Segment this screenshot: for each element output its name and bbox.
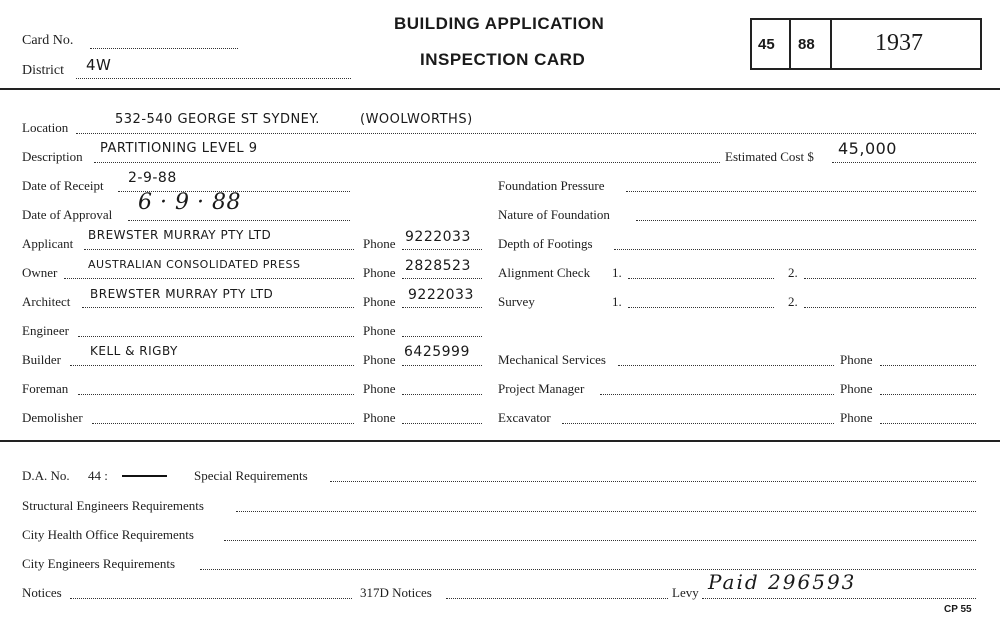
survey-num2: 2.: [788, 294, 798, 309]
survey-num1: 1.: [612, 294, 622, 309]
header-divider: [0, 88, 1000, 90]
survey-1-line[interactable]: [628, 307, 774, 308]
owner-label: Owner: [22, 265, 58, 280]
structural-requirements-line[interactable]: [236, 511, 976, 512]
card-box-year-code: 45: [758, 36, 775, 53]
form-code: CP 55: [944, 604, 972, 615]
survey-label: Survey: [498, 294, 535, 309]
foundation-pressure-line[interactable]: [626, 191, 976, 192]
date-approval-label: Date of Approval: [22, 207, 113, 222]
project-manager-label: Project Manager: [498, 381, 585, 396]
applicant-line[interactable]: [84, 249, 354, 250]
builder-phone-label: Phone: [363, 352, 396, 367]
mechanical-line[interactable]: [618, 365, 834, 366]
applicant-label: Applicant: [22, 236, 74, 251]
levy-value: Paid 296593: [708, 570, 857, 594]
da-no-value: 44 :: [88, 468, 108, 483]
city-engineers-requirements-line[interactable]: [200, 569, 976, 570]
card-no-label: Card No.: [22, 33, 74, 48]
card-box-year: 88: [798, 36, 815, 53]
applicant-value: BREWSTER MURRAY PTY LTD: [88, 228, 272, 242]
excavator-phone-line[interactable]: [880, 423, 976, 424]
owner-phone-label: Phone: [363, 265, 396, 280]
levy-label: Levy: [672, 585, 699, 600]
demolisher-label: Demolisher: [22, 410, 83, 425]
date-receipt-label: Date of Receipt: [22, 178, 104, 193]
foreman-line[interactable]: [78, 394, 354, 395]
excavator-line[interactable]: [562, 423, 834, 424]
nature-foundation-line[interactable]: [636, 220, 976, 221]
location-label: Location: [22, 120, 69, 135]
alignment-check-label: Alignment Check: [498, 265, 591, 280]
engineer-phone-line[interactable]: [402, 336, 482, 337]
city-health-requirements-line[interactable]: [224, 540, 976, 541]
depth-footings-line[interactable]: [614, 249, 976, 250]
mechanical-phone-label: Phone: [840, 352, 873, 367]
date-approval-line[interactable]: [128, 220, 350, 221]
project-manager-line[interactable]: [600, 394, 834, 395]
location-extra: (WOOLWORTHS): [360, 112, 473, 127]
estimated-cost-value: 45,000: [838, 139, 897, 158]
structural-requirements-label: Structural Engineers Requirements: [22, 498, 204, 513]
alignment-check-num1: 1.: [612, 265, 622, 280]
alignment-check-2-line[interactable]: [804, 278, 976, 279]
builder-label: Builder: [22, 352, 61, 367]
description-value: PARTITIONING LEVEL 9: [100, 141, 258, 156]
estimated-cost-line[interactable]: [832, 162, 976, 163]
architect-phone-value: 9222033: [408, 287, 474, 303]
engineer-phone-label: Phone: [363, 323, 396, 338]
applicant-phone-value: 9222033: [405, 229, 471, 245]
foundation-pressure-label: Foundation Pressure: [498, 178, 605, 193]
applicant-phone-line[interactable]: [402, 249, 482, 250]
date-approval-value: 6 · 9 · 88: [138, 190, 241, 215]
architect-phone-line[interactable]: [402, 307, 482, 308]
district-value: 4W: [86, 56, 112, 74]
alignment-check-1-line[interactable]: [628, 278, 774, 279]
alignment-check-num2: 2.: [788, 265, 798, 280]
card-number-box: [750, 18, 982, 70]
project-manager-phone-line[interactable]: [880, 394, 976, 395]
builder-phone-value: 6425999: [404, 344, 470, 360]
levy-line[interactable]: [702, 598, 976, 599]
date-receipt-value: 2-9-88: [128, 170, 177, 186]
foreman-phone-line[interactable]: [402, 394, 482, 395]
owner-value: AUSTRALIAN CONSOLIDATED PRESS: [88, 258, 301, 271]
notices-label: Notices: [22, 585, 62, 600]
section-divider: [0, 440, 1000, 442]
description-line[interactable]: [94, 162, 720, 163]
special-requirements-label: Special Requirements: [194, 468, 308, 483]
district-line[interactable]: [76, 78, 351, 79]
architect-value: BREWSTER MURRAY PTY LTD: [90, 287, 274, 301]
notices-line[interactable]: [70, 598, 352, 599]
estimated-cost-label: Estimated Cost $: [725, 149, 814, 164]
city-engineers-requirements-label: City Engineers Requirements: [22, 556, 176, 571]
da-no-dash: [122, 475, 167, 477]
notices-317d-line[interactable]: [446, 598, 668, 599]
location-value: 532-540 GEORGE ST SYDNEY.: [115, 112, 320, 127]
architect-label: Architect: [22, 294, 71, 309]
builder-value: KELL & RIGBY: [90, 344, 178, 358]
excavator-label: Excavator: [498, 410, 551, 425]
demolisher-phone-line[interactable]: [402, 423, 482, 424]
special-requirements-line[interactable]: [330, 481, 976, 482]
location-line[interactable]: [76, 133, 976, 134]
card-no-line[interactable]: [90, 48, 238, 49]
depth-footings-label: Depth of Footings: [498, 236, 593, 251]
engineer-label: Engineer: [22, 323, 69, 338]
demolisher-phone-label: Phone: [363, 410, 396, 425]
form-title-line1: BUILDING APPLICATION: [394, 14, 605, 33]
applicant-phone-label: Phone: [363, 236, 396, 251]
description-label: Description: [22, 149, 83, 164]
survey-2-line[interactable]: [804, 307, 976, 308]
mechanical-label: Mechanical Services: [498, 352, 606, 367]
nature-foundation-label: Nature of Foundation: [498, 207, 610, 222]
city-health-requirements-label: City Health Office Requirements: [22, 527, 194, 542]
builder-line[interactable]: [70, 365, 354, 366]
mechanical-phone-line[interactable]: [880, 365, 976, 366]
project-manager-phone-label: Phone: [840, 381, 873, 396]
demolisher-line[interactable]: [92, 423, 354, 424]
foreman-phone-label: Phone: [363, 381, 396, 396]
excavator-phone-label: Phone: [840, 410, 873, 425]
da-no-label: D.A. No.: [22, 468, 70, 483]
builder-phone-line[interactable]: [402, 365, 482, 366]
owner-phone-value: 2828523: [405, 258, 471, 274]
form-title-line2: INSPECTION CARD: [420, 50, 586, 69]
architect-phone-label: Phone: [363, 294, 396, 309]
architect-line[interactable]: [82, 307, 354, 308]
foreman-label: Foreman: [22, 381, 69, 396]
district-label: District: [22, 63, 64, 78]
owner-phone-line[interactable]: [402, 278, 482, 279]
engineer-line[interactable]: [78, 336, 354, 337]
owner-line[interactable]: [64, 278, 354, 279]
notices-317d-label: 317D Notices: [360, 585, 432, 600]
card-number: 1937: [875, 30, 923, 56]
